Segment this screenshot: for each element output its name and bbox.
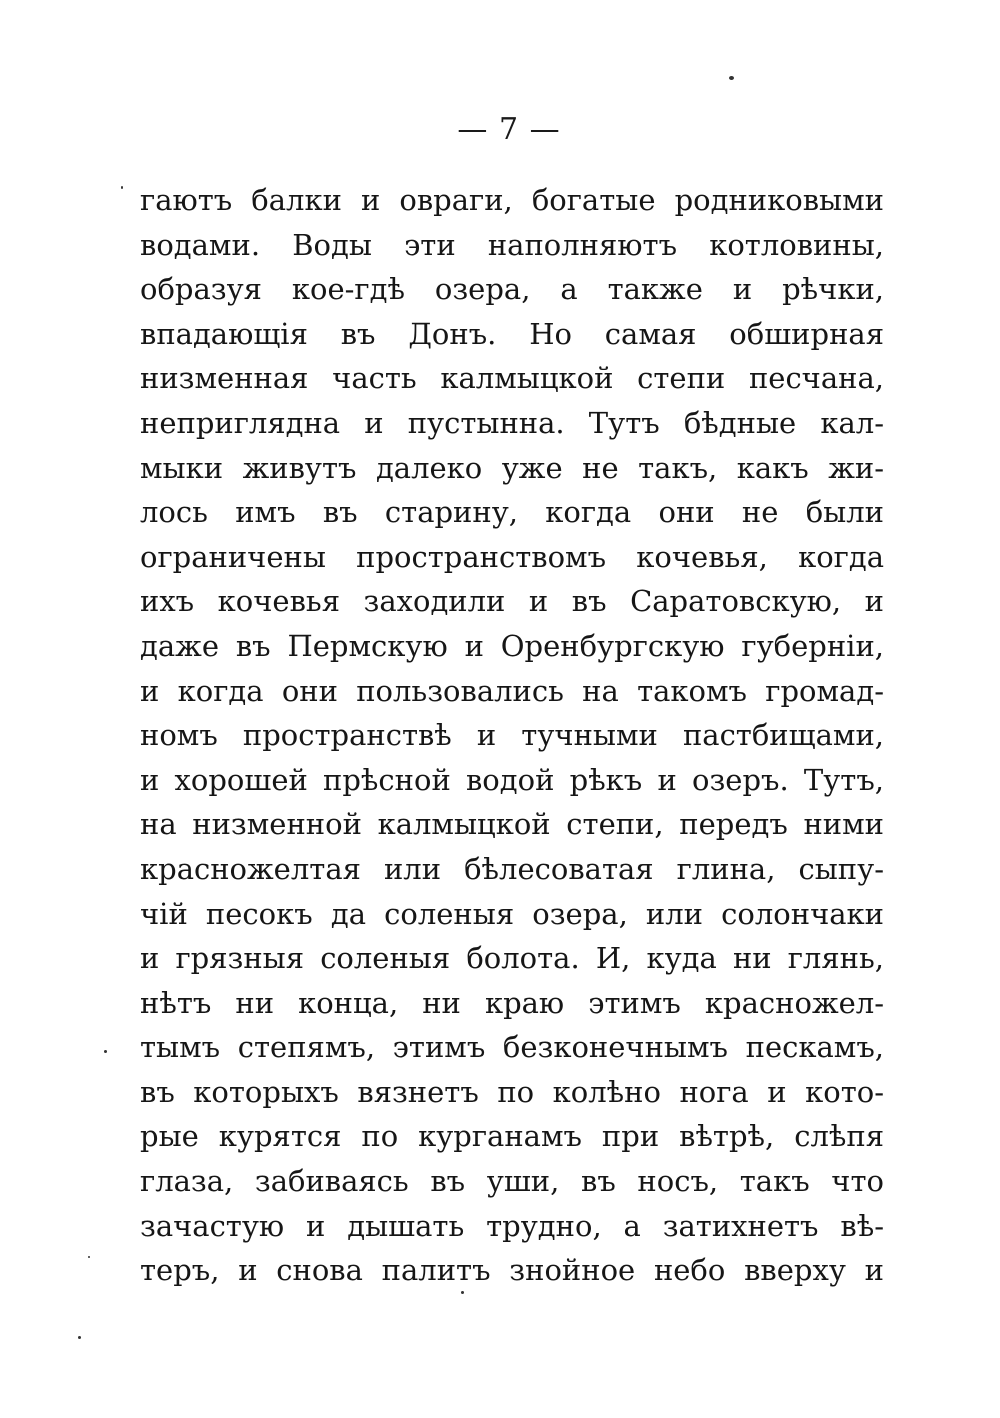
scan-speck	[88, 1256, 90, 1258]
scan-speck	[729, 76, 734, 80]
text-line: мыки живутъ далеко уже не такъ, какъ жи-	[140, 450, 884, 485]
scan-speck	[121, 186, 123, 189]
text-line: водами. Воды эти наполняютъ котловины,	[140, 227, 884, 262]
text-line: рые курятся по курганамъ при вѣтрѣ, слѣпя	[140, 1119, 884, 1154]
text-line: красножелтая или бѣлесоватая глина, сыпу-	[140, 851, 884, 886]
text-line: зачастую и дышать трудно, а затихнетъ вѣ-	[140, 1208, 884, 1243]
text-line: чій песокъ да соленыя озера, или солончаки	[140, 896, 884, 931]
text-line: въ которыхъ вязнетъ по колѣно нога и кото-	[140, 1074, 884, 1109]
text-line: нѣтъ ни конца, ни краю этимъ красножел-	[140, 985, 884, 1020]
scan-speck	[461, 1291, 464, 1294]
text-line: гаютъ балки и овраги, богатые родниковыми	[140, 183, 884, 217]
text-line: низменная часть калмыцкой степи песчана,	[140, 361, 884, 396]
text-line: теръ, и снова палитъ знойное небо вверху и	[140, 1253, 884, 1288]
page-number: — 7 —	[457, 112, 561, 147]
scan-speck	[104, 1050, 107, 1053]
scan-speck	[78, 1336, 81, 1339]
text-line: на низменной калмыцкой степи, передъ ними	[140, 807, 884, 842]
text-line: образуя кое-гдѣ озера, а также и рѣчки,	[140, 272, 884, 307]
text-line: даже въ Пермскую и Оренбургскую губерніи,	[140, 628, 884, 663]
text-line: и когда они пользовались на такомъ громад-	[140, 673, 884, 708]
text-line: неприглядна и пустынна. Тутъ бѣдные кал-	[140, 405, 884, 440]
text-line: лось имъ въ старину, когда они не были	[140, 495, 884, 530]
text-line: тымъ степямъ, этимъ безконечнымъ пескамъ,	[140, 1030, 884, 1065]
text-line: ихъ кочевья заходили и въ Саратовскую, и	[140, 584, 884, 619]
text-line: номъ пространствѣ и тучными пастбищами,	[140, 718, 884, 753]
text-line: глаза, забиваясь въ уши, въ носъ, такъ что	[140, 1164, 884, 1199]
text-line: и хорошей прѣсной водой рѣкъ и озеръ. Тутъ,	[140, 762, 884, 797]
text-line: и грязныя соленыя болота. И, куда ни глянь,	[140, 941, 884, 976]
text-line: ограничены пространствомъ кочевья, когда	[140, 539, 884, 574]
body-text	[140, 178, 884, 1293]
text-line: впадающія въ Донъ. Но самая обширная	[140, 316, 884, 351]
